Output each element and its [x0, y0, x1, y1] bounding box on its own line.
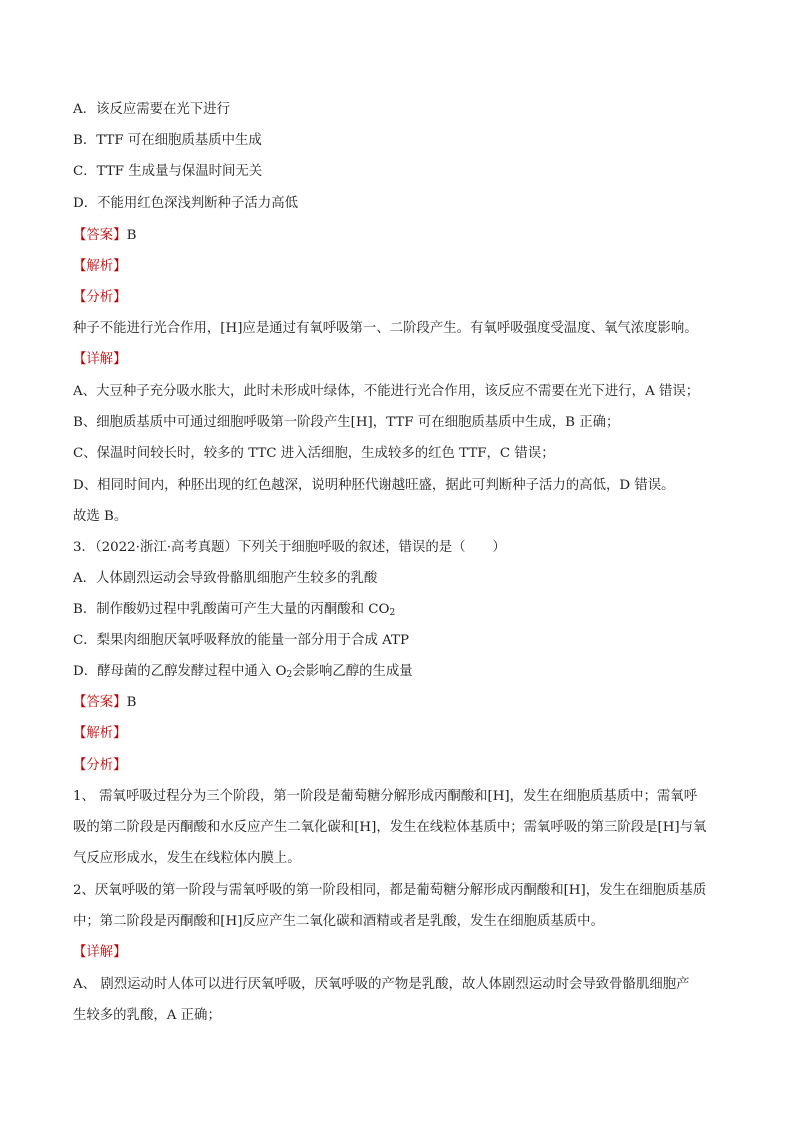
- q2-detail-a: A、大豆种子充分吸水胀大，此时未形成叶绿体，不能进行光合作用，该反应不需要在光下进行，A 错误；: [73, 384, 700, 399]
- q3-fenxi-p2-line1: 2、厌氧呼吸的第一阶段与需氧呼吸的第一阶段相同，都是葡萄糖分解形成丙酮酸和[H]，发生在细胞质基质: [73, 883, 707, 898]
- q2-detail-c: C、保温时间较长时，较多的 TTC 进入活细胞，生成较多的红色 TTF，C 错误；: [73, 446, 555, 461]
- q3-fenxi-p1-line3: 气反应形成水，发生在线粒体内膜上。: [73, 851, 301, 866]
- q3-option-c: C．梨果肉细胞厌氧呼吸释放的能量一部分用于合成 ATP: [73, 633, 409, 648]
- q2-option-a: A．该反应需要在光下进行: [73, 102, 230, 117]
- q2-detail-d: D、相同时间内，种胚出现的红色越深，说明种胚代谢越旺盛，据此可判断种子活力的高低，D 错误。: [73, 478, 675, 493]
- q3-option-d: [73, 662, 733, 682]
- q3-detail-a-line1: A、 剧烈运动时人体可以进行厌氧呼吸，厌氧呼吸的产物是乳酸，故人体剧烈运动时会导致骨骼肌细胞产: [73, 977, 690, 992]
- answer-label: 【答案】: [73, 695, 127, 710]
- subscript: 2: [286, 670, 293, 680]
- q3-option-d-tail: 会影响乙醇的生成量: [292, 664, 413, 679]
- q3-option-d-text: D．酵母菌的乙醇发酵过程中通入 O: [73, 664, 287, 679]
- q3-option-b-text: B．制作酸奶过程中乳酸菌可产生大量的丙酮酸和 CO: [73, 602, 390, 617]
- q3-option-b: [73, 600, 733, 620]
- q2-option-c: C．TTF 生成量与保温时间无关: [73, 164, 263, 179]
- answer-value: B: [126, 695, 137, 710]
- q3-jiexi-label: 【解析】: [73, 726, 127, 741]
- q2-detail-b: B、细胞质基质中可通过细胞呼吸第一阶段产生[H]，TTF 可在细胞质基质中生成，B 正确；: [73, 415, 620, 430]
- q3-fenxi-p1-line1: 1、 需氧呼吸过程分为三个阶段，第一阶段是葡萄糖分解形成丙酮酸和[H]，发生在细胞质基质中；需氧呼: [73, 789, 698, 804]
- q3-fenxi-p2-line2: 中；第二阶段是丙酮酸和[H]反应产生二氧化碳和酒精或者是乳酸，发生在细胞质基质中。: [73, 914, 604, 929]
- q2-conclusion: 故选 B。: [73, 509, 128, 524]
- q2-fenxi-text: 种子不能进行光合作用，[H]应是通过有氧呼吸第一、二阶段产生。有氧呼吸强度受温度、氧气浓度影响。: [73, 321, 698, 336]
- q2-xiangjie-label: 【详解】: [73, 352, 127, 367]
- q3-option-a: A．人体剧烈运动会导致骨骼肌细胞产生较多的乳酸: [73, 571, 378, 586]
- answer-label: 【答案】: [73, 228, 127, 243]
- q3-detail-a-line2: 生较多的乳酸，A 正确；: [73, 1008, 221, 1023]
- q2-jiexi-label: 【解析】: [73, 259, 127, 274]
- q2-option-d: D．不能用红色深浅判断种子活力高低: [73, 196, 298, 211]
- q3-xiangjie-label: 【详解】: [73, 945, 127, 960]
- q2-fenxi-label: 【分析】: [73, 290, 127, 305]
- q3-fenxi-p1-line2: 吸的第二阶段是丙酮酸和水反应产生二氧化碳和[H]，发生在线粒体基质中；需氧呼吸的第三阶段是[H]与氧: [73, 820, 707, 835]
- q2-answer: [73, 226, 733, 246]
- q3-answer: [73, 693, 733, 713]
- subscript: 2: [389, 608, 396, 618]
- q3-stem: 3．（2022·浙江·高考真题）下列关于细胞呼吸的叙述，错误的是（ ）: [73, 540, 506, 555]
- q2-option-b: B．TTF 可在细胞质基质中生成: [73, 133, 262, 148]
- answer-value: B: [126, 228, 137, 243]
- q3-fenxi-label: 【分析】: [73, 758, 127, 773]
